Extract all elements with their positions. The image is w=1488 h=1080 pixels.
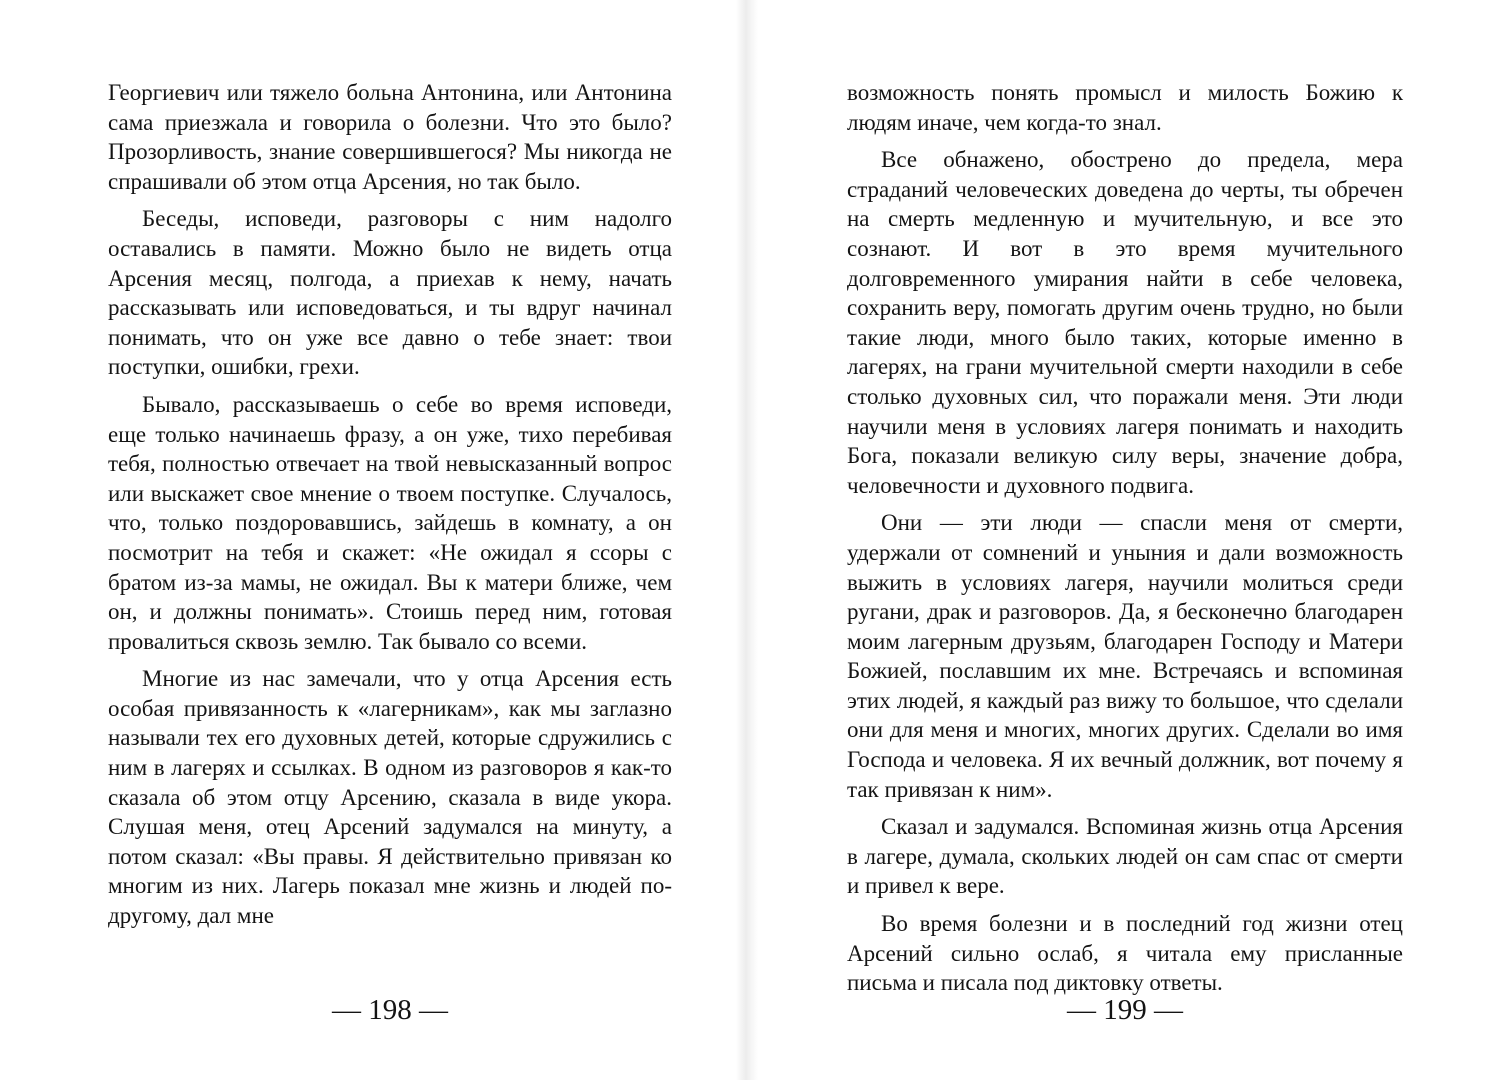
paragraph: Георгиевич или тяжело больна Антонина, или Антонина сама приезжала и говорила о болезни. Что это было? Прозорливость, знание совершившегося? Мы никогда не спрашивали об этом отца Арсения, но так было. — [108, 80, 672, 194]
left-page — [108, 78, 672, 939]
paragraph: возможность понять промысл и милость Божию к людям иначе, чем когда-то знал. — [847, 80, 1403, 135]
paragraph: Беседы, исповеди, разговоры с ним надолго оставались в памяти. Можно было не видеть отца Арсения месяц, полгода, а приехав к нему, начать рассказывать или исповедоваться, и ты вдруг начинал понимать, что он уже все давно о тебе знает: твои поступки, ошибки, грехи. — [108, 206, 672, 380]
paragraph: Многие из нас замечали, что у отца Арсения есть особая привязанность к «лагерникам», как мы заглазно называли тех его духовных детей, которые сдружились с ним в лагерях и ссылках. В одном из разговоров я как-то сказала об этом отцу Арсению, сказала в виде укора. Слушая меня, отец Арсений задумался на минуту, а потом сказал: «Вы правы. Я действительно привязан ко многим из них. Лагерь показал мне жизнь и людей по-другому, дал мне — [108, 666, 672, 929]
page-number-left: — 198 — — [332, 994, 448, 1026]
book-gutter — [736, 0, 758, 1080]
paragraph: Во время болезни и в последний год жизни отец Арсений сильно ослаб, я читала ему присланные письма и писала под диктовку ответы. — [847, 911, 1403, 996]
right-page — [847, 78, 1403, 1006]
paragraph: Бывало, рассказываешь о себе во время исповеди, еще только начинаешь фразу, а он уже, тихо перебивая тебя, полностью отвечает на твой невысказанный вопрос или выскажет свое мнение о твоем поступке. Случалось, что, только поздоровавшись, зайдешь в комнату, а он посмотрит на тебя и скажет: «Не ожидал я ссоры с братом из-за мамы, не ожидал. Вы к матери ближе, чем он, и должны понимать». Стоишь перед ним, готовая провалиться сквозь землю. Так бывало со всеми. — [108, 391, 672, 654]
paragraph: Сказал и задумался. Вспоминая жизнь отца Арсения в лагере, думала, скольких людей он сам спас от смерти и привел к вере. — [847, 814, 1403, 899]
paragraph: Все обнажено, обострено до предела, мера страданий человеческих доведена до черты, ты обречен на смерть медленную и мучительную, и все это сознают. И вот в это время мучительного долговременного умирания найти в себе человека, сохранить веру, помогать другим очень трудно, но были такие люди, много было таких, которые именно в лагерях, на грани мучительной смерти находили в себе столько духовных сил, что поражали меня. Эти люди научили меня в условиях лагеря понимать и находить Бога, показали великую силу веры, значение добра, человечности и духовного подвига. — [847, 147, 1403, 498]
paragraph: Они — эти люди — спасли меня от смерти, удержали от сомнений и уныния и дали возможность выжить в условиях лагеря, научили молиться среди ругани, драк и разговоров. Да, я бесконечно благодарен моим лагерным друзьям, благодарен Господу и Матери Божией, пославшим их мне. Встречаясь и вспоминая этих людей, я каждый раз вижу то большое, что сделали они для меня и многих, многих других. Сделали во имя Господа и человека. Я их вечный должник, вот почему я так привязан к ним». — [847, 510, 1403, 802]
page-number-right: — 199 — — [1067, 994, 1183, 1026]
